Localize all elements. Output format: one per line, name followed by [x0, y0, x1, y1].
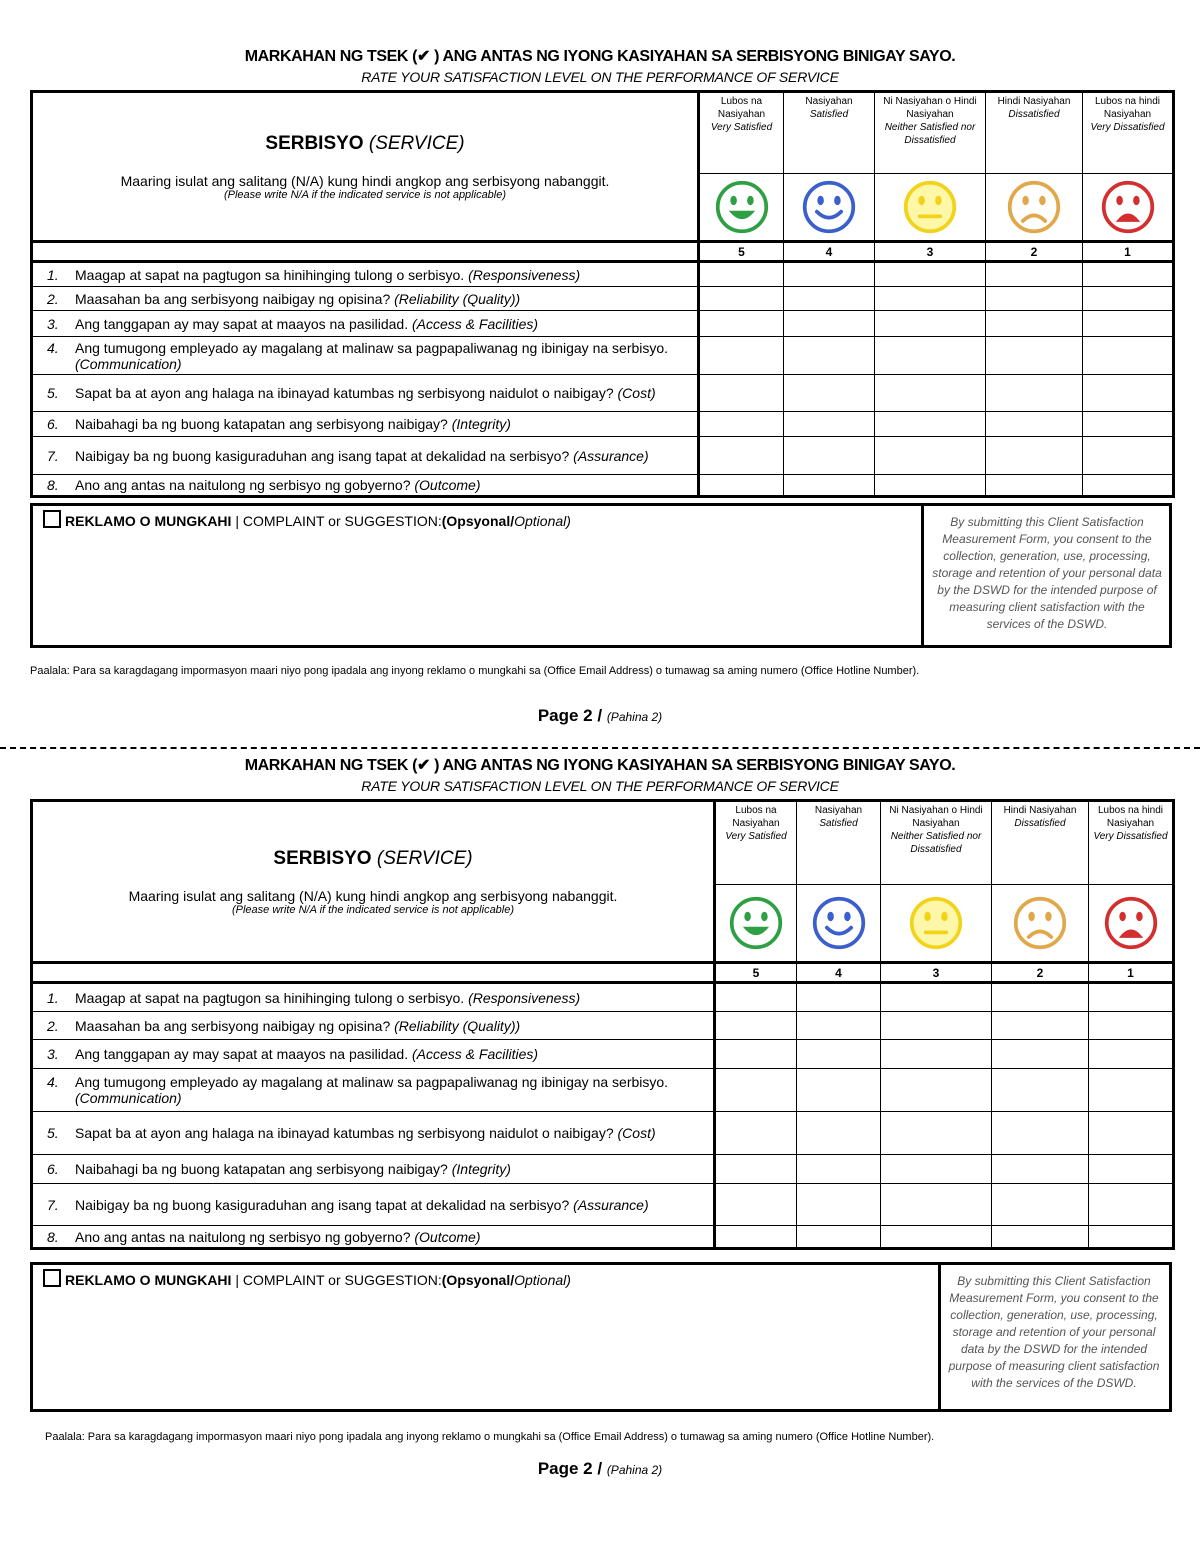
rating-checkbox-3[interactable]	[881, 983, 992, 1012]
complaint-box	[30, 503, 1172, 648]
rating-checkbox-5[interactable]	[699, 475, 784, 497]
question-body: Naibahagi ba ng buong katapatan ang serbisyong naibigay? (Integrity)	[75, 1161, 511, 1177]
rating-checkbox-1[interactable]	[1089, 1112, 1174, 1155]
question-row	[32, 1040, 1174, 1069]
question-number: 5.	[47, 1125, 59, 1141]
rating-checkbox-3[interactable]	[875, 262, 986, 287]
sad-face-icon	[1006, 179, 1062, 235]
rating-checkbox-5[interactable]	[715, 1226, 797, 1249]
rating-checkbox-3[interactable]	[875, 375, 986, 412]
rating-checkbox-3[interactable]	[881, 1112, 992, 1155]
happy-face-icon	[801, 179, 857, 235]
question-text	[32, 337, 699, 375]
score-spacer	[32, 242, 699, 262]
complaint-label: REKLAMO O MUNGKAHI | COMPLAINT or SUGGESTION:(Opsyonal/Optional)	[43, 1269, 571, 1288]
rating-header-5	[699, 92, 784, 174]
question-text	[32, 1112, 715, 1155]
rating-score: 4	[797, 963, 881, 983]
question-row	[32, 1012, 1174, 1040]
rating-checkbox-1[interactable]	[1089, 1069, 1174, 1112]
question-number: 6.	[47, 1161, 59, 1177]
question-text	[32, 1184, 715, 1226]
rating-checkbox-5[interactable]	[699, 412, 784, 437]
question-text	[32, 287, 699, 311]
question-row	[32, 1069, 1174, 1112]
question-body: Ano ang antas na naitulong ng serbisyo ng gobyerno? (Outcome)	[75, 1228, 481, 1245]
rating-table	[30, 90, 1175, 498]
question-text	[32, 1226, 715, 1249]
rating-checkbox-5[interactable]	[699, 437, 784, 475]
question-text	[32, 1155, 715, 1184]
rating-label: Hindi Nasiyahan	[997, 96, 1071, 107]
rating-checkbox-2[interactable]	[992, 1012, 1089, 1040]
rating-header-5	[715, 801, 797, 885]
rating-label: Lubos na Nasiyahan	[717, 96, 766, 120]
question-row	[32, 337, 1174, 375]
rating-checkbox-4[interactable]	[797, 983, 881, 1012]
cut-line	[0, 747, 1200, 749]
question-body: Maagap at sapat na pagtugon sa hinihinging tulong o serbisyo. (Responsiveness)	[75, 989, 581, 1006]
rating-checkbox-4[interactable]	[797, 1112, 881, 1155]
very-sad-face-icon	[1100, 179, 1156, 235]
rating-checkbox-3[interactable]	[875, 311, 986, 337]
rating-label: Ni Nasiyahan o Hindi Nasiyahan	[883, 96, 977, 120]
question-row	[32, 1112, 1174, 1155]
rating-checkbox-4[interactable]	[797, 1155, 881, 1184]
rating-score: 2	[986, 242, 1083, 262]
rating-label: Lubos na hindi Nasiyahan	[1097, 805, 1164, 829]
very-happy-face-icon	[728, 895, 784, 951]
happy-face-icon	[811, 895, 867, 951]
rating-score: 1	[1083, 242, 1174, 262]
rating-face-cell	[797, 885, 881, 963]
rating-checkbox-1[interactable]	[1083, 262, 1174, 287]
rating-checkbox-2[interactable]	[992, 1112, 1089, 1155]
rating-header-4	[784, 92, 875, 174]
na-note: Maaring isulat ang salitang (N/A) kung hindi angkop ang serbisyong nabanggit.	[120, 172, 610, 189]
question-row	[32, 1226, 1174, 1249]
rating-label-en: Very Satisfied	[725, 831, 787, 842]
rating-checkbox-5[interactable]	[715, 1155, 797, 1184]
rating-checkbox-1[interactable]	[1089, 1012, 1174, 1040]
rating-checkbox-2[interactable]	[986, 262, 1083, 287]
rating-face-cell	[881, 885, 992, 963]
question-text	[32, 412, 699, 437]
question-body: Ang tanggapan ay may sapat at maayos na pasilidad. (Access & Facilities)	[75, 315, 539, 332]
rating-checkbox-2[interactable]	[986, 412, 1083, 437]
score-spacer	[32, 963, 715, 983]
question-body: Ang tanggapan ay may sapat at maayos na pasilidad. (Access & Facilities)	[75, 1046, 539, 1062]
rating-checkbox-1[interactable]	[1083, 412, 1174, 437]
question-number: 4.	[47, 1074, 59, 1090]
rating-checkbox-2[interactable]	[986, 375, 1083, 412]
very-happy-face-icon	[714, 179, 770, 235]
rating-checkbox-2[interactable]	[986, 311, 1083, 337]
rating-header-2	[992, 801, 1089, 885]
rating-label-en: Neither Satisfied nor Dissatisfied	[884, 122, 976, 146]
question-row	[32, 475, 1174, 497]
rating-checkbox-3[interactable]	[875, 412, 986, 437]
rating-checkbox-3[interactable]	[881, 1012, 992, 1040]
question-text	[32, 1069, 715, 1112]
question-number: 2.	[47, 1017, 59, 1034]
rating-checkbox-4[interactable]	[784, 475, 875, 497]
complaint-checkbox[interactable]	[43, 510, 61, 528]
question-text	[32, 1040, 715, 1069]
rating-label: Nasiyahan	[814, 805, 863, 816]
na-note: Maaring isulat ang salitang (N/A) kung hindi angkop ang serbisyong nabanggit.	[128, 887, 618, 904]
rating-checkbox-2[interactable]	[992, 983, 1089, 1012]
rating-header-1	[1083, 92, 1174, 174]
service-title: SERBISYO (SERVICE)	[273, 847, 473, 869]
paalala-note: Paalala: Para sa karagdagang impormasyon maari niyo pong ipadala ang inyong reklamo o mungkahi sa (Office Email Address) o tumawag sa aming numero (Office Hotline Number).	[30, 665, 920, 677]
rating-checkbox-3[interactable]	[881, 1184, 992, 1226]
question-body: Maagap at sapat na pagtugon sa hinihinging tulong o serbisyo. (Responsiveness)	[75, 266, 581, 283]
complaint-area[interactable]	[33, 1265, 941, 1409]
rating-score: 3	[881, 963, 992, 983]
rating-label: Hindi Nasiyahan	[1003, 805, 1077, 816]
form-subtitle: RATE YOUR SATISFACTION LEVEL ON THE PERFORMANCE OF SERVICE	[361, 778, 839, 794]
rating-label-en: Dissatisfied	[1008, 109, 1060, 120]
rating-checkbox-5[interactable]	[715, 1040, 797, 1069]
rating-checkbox-4[interactable]	[784, 375, 875, 412]
rating-score: 3	[875, 242, 986, 262]
question-row	[32, 287, 1174, 311]
rating-checkbox-2[interactable]	[986, 475, 1083, 497]
rating-checkbox-5[interactable]	[715, 1069, 797, 1112]
rating-checkbox-2[interactable]	[992, 1040, 1089, 1069]
question-text	[32, 437, 699, 475]
rating-face-cell	[699, 174, 784, 242]
rating-checkbox-3[interactable]	[881, 1226, 992, 1249]
rating-header-2	[986, 92, 1083, 174]
question-text	[32, 1012, 715, 1040]
rating-score: 5	[699, 242, 784, 262]
question-body: Ano ang antas na naitulong ng serbisyo ng gobyerno? (Outcome)	[75, 477, 481, 493]
rating-checkbox-4[interactable]	[797, 1069, 881, 1112]
question-number: 1.	[47, 266, 59, 283]
na-note-en: (Please write N/A if the indicated service is not applicable)	[231, 903, 515, 916]
rating-checkbox-2[interactable]	[992, 1069, 1089, 1112]
complaint-checkbox[interactable]	[43, 1269, 61, 1287]
question-number: 7.	[47, 447, 59, 464]
rating-face-cell	[875, 174, 986, 242]
rating-table	[30, 799, 1175, 1250]
question-body: Naibahagi ba ng buong katapatan ang serbisyong naibigay? (Integrity)	[75, 416, 511, 432]
question-body: Sapat ba at ayon ang halaga na ibinayad katumbas ng serbisyong naidulot o naibigay? (Cost)	[75, 1125, 656, 1141]
rating-checkbox-5[interactable]	[715, 983, 797, 1012]
rating-header-4	[797, 801, 881, 885]
sad-face-icon	[1012, 895, 1068, 951]
rating-checkbox-5[interactable]	[699, 262, 784, 287]
na-note-en: (Please write N/A if the indicated service is not applicable)	[223, 188, 507, 201]
rating-label: Lubos na hindi Nasiyahan	[1094, 96, 1161, 120]
rating-checkbox-2[interactable]	[992, 1184, 1089, 1226]
question-text	[32, 311, 699, 337]
rating-checkbox-3[interactable]	[875, 437, 986, 475]
rating-checkbox-4[interactable]	[797, 1184, 881, 1226]
rating-checkbox-5[interactable]	[699, 287, 784, 311]
question-body: Naibigay ba ng buong kasiguraduhan ang isang tapat at dekalidad na serbisyo? (Assurance)	[75, 447, 649, 464]
rating-label-en: Neither Satisfied nor Dissatisfied	[890, 831, 982, 855]
question-body: Ang tumugong empleyado ay magalang at malinaw sa pagpapaliwanag ng ibinigay na serbisyo. (Communication)	[75, 1074, 669, 1106]
rating-score: 4	[784, 242, 875, 262]
rating-checkbox-3[interactable]	[881, 1040, 992, 1069]
question-row	[32, 1184, 1174, 1226]
rating-checkbox-1[interactable]	[1089, 1184, 1174, 1226]
rating-checkbox-1[interactable]	[1089, 1155, 1174, 1184]
rating-label-en: Very Dissatisfied	[1093, 831, 1168, 842]
question-row	[32, 375, 1174, 412]
question-text	[32, 475, 699, 497]
rating-checkbox-1[interactable]	[1083, 437, 1174, 475]
rating-checkbox-4[interactable]	[784, 412, 875, 437]
rating-checkbox-1[interactable]	[1089, 983, 1174, 1012]
question-row	[32, 437, 1174, 475]
question-row	[32, 412, 1174, 437]
rating-face-cell	[784, 174, 875, 242]
neutral-face-icon	[902, 179, 958, 235]
form-title: MARKAHAN NG TSEK (✔ ) ANG ANTAS NG IYONG KASIYAHAN SA SERBISYONG BINIGAY SAYO.	[244, 757, 956, 774]
question-number: 8.	[47, 477, 59, 493]
rating-checkbox-4[interactable]	[784, 287, 875, 311]
rating-checkbox-1[interactable]	[1089, 1040, 1174, 1069]
question-row	[32, 311, 1174, 337]
page-number: Page 2 / (Pahina 2)	[537, 1459, 663, 1478]
complaint-area[interactable]	[33, 506, 924, 645]
service-title: SERBISYO (SERVICE)	[265, 132, 465, 154]
question-body: Maasahan ba ang serbisyong naibigay ng opisina? (Reliability (Quality))	[75, 1017, 521, 1034]
service-header	[32, 801, 715, 963]
rating-label-en: Satisfied	[819, 818, 858, 829]
question-text	[32, 262, 699, 287]
rating-label-en: Satisfied	[809, 109, 849, 120]
rating-checkbox-3[interactable]	[875, 287, 986, 311]
rating-checkbox-4[interactable]	[784, 262, 875, 287]
rating-face-cell	[1089, 885, 1174, 963]
rating-face-cell	[986, 174, 1083, 242]
rating-header-3	[881, 801, 992, 885]
rating-checkbox-3[interactable]	[875, 475, 986, 497]
rating-checkbox-3[interactable]	[881, 1155, 992, 1184]
rating-checkbox-4[interactable]	[797, 1012, 881, 1040]
question-row	[32, 983, 1174, 1012]
question-number: 3.	[47, 315, 59, 332]
page-number: Page 2 / (Pahina 2)	[537, 706, 663, 725]
rating-checkbox-2[interactable]	[986, 437, 1083, 475]
form-subtitle: RATE YOUR SATISFACTION LEVEL ON THE PERFORMANCE OF SERVICE	[361, 69, 839, 85]
rating-face-cell	[1083, 174, 1174, 242]
rating-checkbox-1[interactable]	[1083, 475, 1174, 497]
rating-checkbox-4[interactable]	[797, 1226, 881, 1249]
rating-checkbox-1[interactable]	[1083, 311, 1174, 337]
rating-label: Lubos na Nasiyahan	[732, 805, 780, 829]
very-sad-face-icon	[1103, 895, 1159, 951]
privacy-notice: By submitting this Client Satisfaction Measurement Form, you consent to the collection, generation, use, processing, storage and retention of your personal data by the DSWD for the intended purpose of measuring client satisfaction with the services of the DSWD.	[948, 1274, 1160, 1390]
rating-checkbox-4[interactable]	[784, 337, 875, 375]
rating-checkbox-5[interactable]	[699, 311, 784, 337]
rating-face-cell	[715, 885, 797, 963]
privacy-notice: By submitting this Client Satisfaction Measurement Form, you consent to the collection, generation, use, processing, storage and retention of your personal data by the DSWD for the intended purpose of measuring client satisfaction with the services of the DSWD.	[932, 515, 1162, 631]
rating-checkbox-2[interactable]	[992, 1226, 1089, 1249]
rating-checkbox-5[interactable]	[715, 1112, 797, 1155]
rating-checkbox-5[interactable]	[699, 375, 784, 412]
rating-checkbox-3[interactable]	[881, 1069, 992, 1112]
rating-checkbox-1[interactable]	[1083, 375, 1174, 412]
rating-score: 2	[992, 963, 1089, 983]
rating-checkbox-1[interactable]	[1083, 287, 1174, 311]
question-text	[32, 983, 715, 1012]
paalala-note: Paalala: Para sa karagdagang impormasyon maari niyo pong ipadala ang inyong reklamo o mungkahi sa (Office Email Address) o tumawag sa aming numero (Office Hotline Number).	[45, 1431, 935, 1443]
rating-label-en: Very Satisfied	[710, 122, 773, 133]
question-number: 7.	[47, 1196, 59, 1213]
question-number: 5.	[47, 385, 59, 401]
rating-score: 1	[1089, 963, 1174, 983]
complaint-box	[30, 1262, 1172, 1412]
rating-checkbox-5[interactable]	[715, 1012, 797, 1040]
rating-label-en: Very Dissatisfied	[1090, 122, 1165, 133]
rating-checkbox-2[interactable]	[986, 287, 1083, 311]
question-body: Ang tumugong empleyado ay magalang at malinaw sa pagpapaliwanag ng ibinigay na serbisyo. (Communication)	[75, 339, 669, 372]
rating-checkbox-1[interactable]	[1089, 1226, 1174, 1249]
rating-label: Ni Nasiyahan o Hindi Nasiyahan	[889, 805, 983, 829]
form-title: MARKAHAN NG TSEK (✔ ) ANG ANTAS NG IYONG KASIYAHAN SA SERBISYONG BINIGAY SAYO.	[244, 48, 956, 65]
question-number: 3.	[47, 1046, 59, 1062]
question-number: 4.	[47, 339, 59, 356]
rating-checkbox-5[interactable]	[715, 1184, 797, 1226]
rating-checkbox-2[interactable]	[986, 337, 1083, 375]
rating-checkbox-4[interactable]	[784, 311, 875, 337]
rating-checkbox-4[interactable]	[797, 1040, 881, 1069]
question-number: 8.	[47, 1228, 59, 1245]
rating-header-1	[1089, 801, 1174, 885]
complaint-label: REKLAMO O MUNGKAHI | COMPLAINT or SUGGESTION:(Opsyonal/Optional)	[43, 510, 571, 529]
rating-checkbox-4[interactable]	[784, 437, 875, 475]
rating-header-3	[875, 92, 986, 174]
rating-checkbox-5[interactable]	[699, 337, 784, 375]
rating-score: 5	[715, 963, 797, 983]
neutral-face-icon	[908, 895, 964, 951]
rating-label-en: Dissatisfied	[1014, 818, 1066, 829]
question-body: Sapat ba at ayon ang halaga na ibinayad katumbas ng serbisyong naidulot o naibigay? (Cost)	[75, 385, 656, 401]
question-row	[32, 262, 1174, 287]
question-number: 1.	[47, 989, 59, 1006]
rating-checkbox-2[interactable]	[992, 1155, 1089, 1184]
question-row	[32, 1155, 1174, 1184]
rating-face-cell	[992, 885, 1089, 963]
question-body: Maasahan ba ang serbisyong naibigay ng opisina? (Reliability (Quality))	[75, 290, 521, 307]
question-body: Naibigay ba ng buong kasiguraduhan ang isang tapat at dekalidad na serbisyo? (Assurance)	[75, 1196, 649, 1213]
service-header	[32, 92, 699, 242]
rating-label: Nasiyahan	[805, 96, 853, 107]
rating-checkbox-3[interactable]	[875, 337, 986, 375]
question-number: 2.	[47, 290, 59, 307]
question-text	[32, 375, 699, 412]
rating-checkbox-1[interactable]	[1083, 337, 1174, 375]
question-number: 6.	[47, 416, 59, 432]
